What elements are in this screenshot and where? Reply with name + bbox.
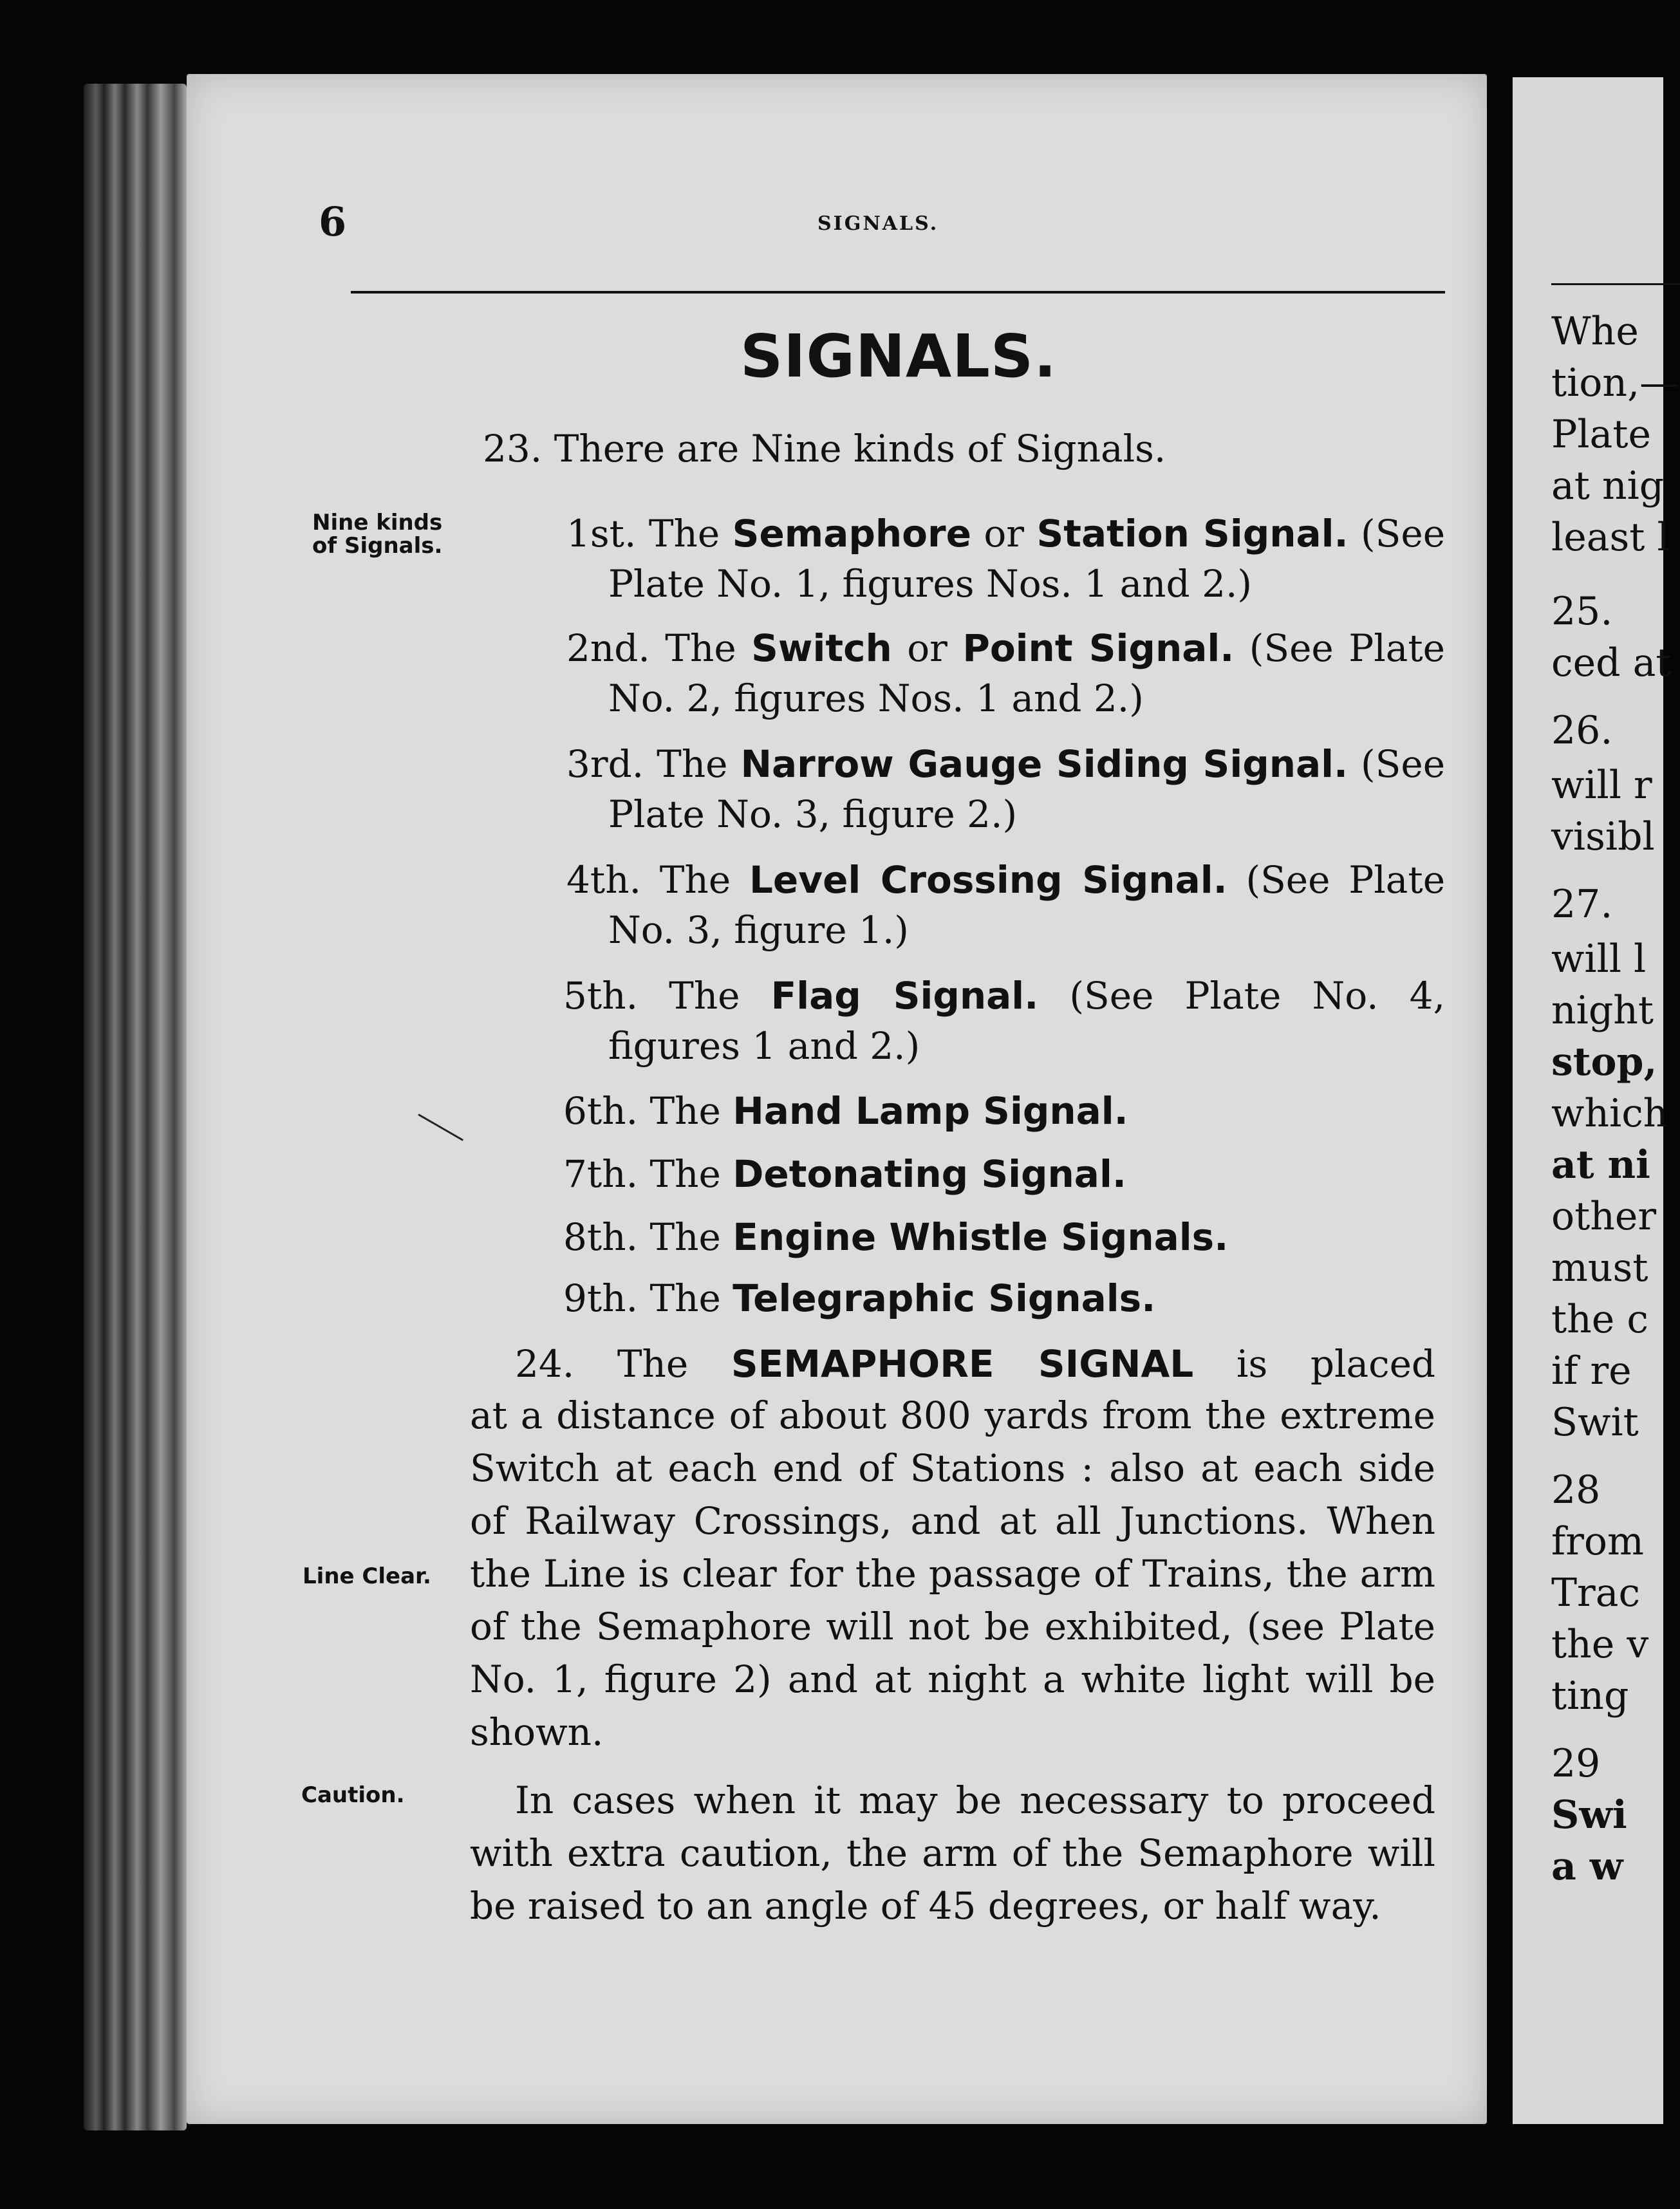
signal-item-continuation: Plate No. 3, figure 2.) [608,792,1018,836]
paragraph-24-line: Switch at each end of Stations : also at each side [470,1446,1435,1490]
signal-item [566,512,1446,555]
adjacent-line: the c [1551,1297,1648,1342]
signal-connector: or [907,626,947,670]
adjacent-line: tion,— [1551,360,1679,405]
adjacent-line: at ni [1551,1142,1650,1188]
caution-paragraph-line: be raised to an angle of 45 degrees, or half way. [470,1884,1381,1928]
signal-article: The [669,974,740,1018]
adjacent-line: 26. [1551,708,1613,753]
adjacent-line: Trac [1551,1571,1641,1616]
paragraph-24-line: shown. [470,1710,604,1754]
adjacent-line: a w [1551,1844,1623,1889]
adjacent-line: at nig [1551,463,1665,508]
signal-name: Flag Signal. [770,974,1039,1018]
adjacent-line: ting [1551,1673,1629,1719]
margin-note-caution: Caution. [301,1782,405,1808]
signal-article: The [659,858,731,902]
running-head: SIGNALS. [817,212,939,235]
signal-item [563,1215,1229,1259]
signal-article: The [649,1215,721,1259]
signal-item-continuation: figures 1 and 2.) [608,1024,920,1068]
adjacent-line: if re [1551,1348,1632,1393]
signal-name: Point Signal. [962,626,1235,670]
paragraph-24-line: the Line is clear for the passage of Trains, the arm [470,1552,1435,1596]
plate-reference: (See Plate [1246,858,1446,902]
adjacent-line: 29 [1551,1741,1601,1786]
signal-ordinal: 6th. [563,1089,638,1133]
adjacent-line: ced at [1551,640,1672,685]
plate-reference: (See Plate [1249,626,1445,670]
adjacent-line: Plate [1551,412,1651,457]
adjacent-line: 28 [1551,1468,1601,1513]
signal-name: Station Signal. [1036,512,1349,555]
signal-ordinal: 8th. [563,1215,638,1259]
signal-article: The [648,512,720,555]
signal-article: The [657,742,728,786]
semaphore-signal-heading: SEMAPHORE SIGNAL [731,1342,1194,1386]
plate-reference: (See [1361,742,1446,786]
paragraph-number: 23. [483,427,543,471]
adjacent-line: which [1551,1091,1668,1136]
signal-item [566,626,1445,670]
signal-item-continuation: Plate No. 1, figures Nos. 1 and 2.) [608,562,1253,606]
signal-ordinal: 3rd. [566,742,644,786]
signal-ordinal: 4th. [566,858,641,902]
adjacent-line: the v [1551,1622,1649,1667]
signal-item [566,742,1446,786]
signal-item-continuation: No. 3, figure 1.) [608,908,909,952]
adjacent-page-rule [1551,283,1680,285]
adjacent-line: 25. [1551,589,1613,634]
adjacent-line: stop, [1551,1039,1657,1085]
signal-article: The [665,626,736,670]
signal-item-continuation: No. 2, figures Nos. 1 and 2.) [608,676,1144,720]
signal-name: Switch [751,626,892,670]
page-number: 6 [319,198,347,245]
signal-ordinal: 2nd. [566,626,650,670]
signal-article: The [649,1089,721,1133]
adjacent-line: other [1551,1194,1657,1239]
intro-text: There are Nine kinds of Signals. [554,427,1166,471]
paragraph-24-start: 24. The [515,1342,689,1386]
signal-ordinal: 1st. [566,512,637,555]
signal-ordinal: 9th. [563,1276,638,1320]
caution-paragraph-line: In cases when it may be necessary to proceed [515,1778,1435,1822]
signal-article: The [649,1152,721,1196]
adjacent-page [1513,77,1679,2124]
signal-item [563,1152,1126,1196]
paragraph-24-line: of Railway Crossings, and at all Junctions. When [470,1499,1435,1543]
book-edge [84,84,187,2130]
signal-article: The [649,1276,721,1320]
paragraph-24-line: at a distance of about 800 yards from the extreme [470,1393,1435,1437]
margin-note-line: Nine kinds [312,510,443,536]
paragraph-24-line: No. 1, figure 2) and at night a white light will be [470,1657,1435,1701]
section-title: SIGNALS. [740,322,1058,391]
signal-ordinal: 5th. [563,974,638,1018]
signal-item [563,974,1446,1018]
signal-name: Hand Lamp Signal. [733,1089,1128,1133]
signal-name: Detonating Signal. [733,1152,1126,1196]
adjacent-line: will r [1551,763,1652,808]
caution-paragraph-line: with extra caution, the arm of the Semaphore will [470,1831,1435,1875]
signal-name: Engine Whistle Signals. [733,1215,1229,1259]
adjacent-line: must [1551,1245,1648,1291]
paragraph-24-after: is placed [1236,1342,1436,1386]
signal-item [563,1276,1156,1320]
adjacent-line: Swit [1551,1400,1639,1445]
paragraph-24-line: of the Semaphore will not be exhibited, (see Plate [470,1605,1435,1648]
plate-reference: (See [1361,512,1446,555]
signal-ordinal: 7th. [563,1152,638,1196]
signal-item [563,1089,1128,1133]
adjacent-line: Swi [1551,1793,1627,1838]
signal-connector: or [984,512,1025,555]
paragraph-24-first-line [515,1342,1436,1386]
signal-name: Level Crossing Signal. [749,858,1227,902]
adjacent-line: visibl [1551,814,1655,859]
adjacent-line: Whe [1551,309,1639,354]
adjacent-line: least l [1551,515,1670,560]
signal-name: Telegraphic Signals. [733,1276,1156,1320]
adjacent-line: 27. [1551,882,1613,927]
adjacent-line: from [1551,1519,1644,1564]
signal-item [566,858,1446,902]
plate-reference: (See Plate No. 4, [1069,974,1446,1018]
margin-note-line: of Signals. [312,532,443,559]
signal-name: Narrow Gauge Siding Signal. [740,742,1349,786]
adjacent-line: will l [1551,937,1647,982]
adjacent-line: night [1551,988,1654,1033]
signal-name: Semaphore [732,512,971,555]
margin-note-nine-kinds [312,512,442,557]
intro-line [483,427,1166,471]
margin-note-line-clear: Line Clear. [303,1563,431,1589]
header-rule [351,291,1445,294]
